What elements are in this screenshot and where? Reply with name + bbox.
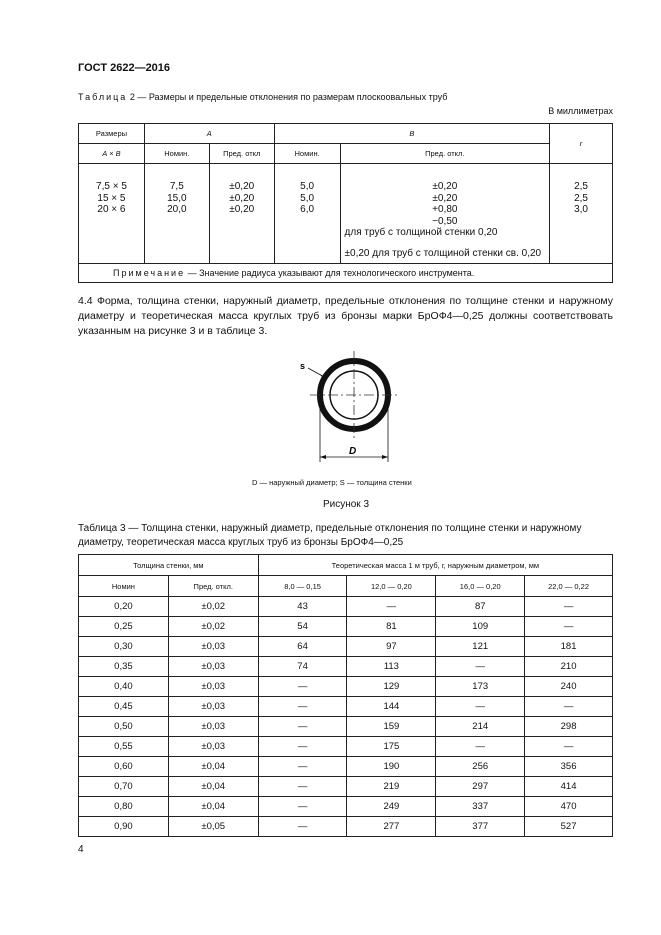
label-s: s (300, 361, 306, 371)
table3-cell: 0,30 (79, 637, 169, 657)
table3-cell: 0,35 (79, 657, 169, 677)
table2-b-deviation: ±0,20 (432, 181, 458, 192)
table3-cell: 0,80 (79, 797, 169, 817)
table2-b-deviation: −0,50 (432, 215, 458, 227)
table3-cell: ±0,04 (168, 777, 258, 797)
table3-cell: ±0,03 (168, 637, 258, 657)
document-header: ГОСТ 2622—2016 (78, 62, 171, 74)
table3-cell: 414 (525, 777, 613, 797)
table3-cell: 277 (347, 817, 436, 837)
table2 (78, 123, 613, 283)
table2-a-deviation: ±0,20 (229, 181, 255, 192)
table3-header-d4: 22,0 — 0,22 (525, 576, 613, 597)
table2-a-deviation: ±0,20 (229, 204, 255, 215)
table3-row (79, 817, 613, 837)
table2-r-cell (550, 164, 613, 264)
table2-note-word: Примечание (113, 268, 186, 278)
table3-cell: 297 (436, 777, 525, 797)
table3-cell: — (525, 737, 613, 757)
table3-cell: 214 (436, 717, 525, 737)
table3-cell: — (258, 757, 347, 777)
table3-cell: — (258, 797, 347, 817)
table3-row (79, 617, 613, 637)
table3-cell: 210 (525, 657, 613, 677)
table3-cell: 249 (347, 797, 436, 817)
table2-header-r: r (550, 124, 613, 164)
table3-cell: — (258, 737, 347, 757)
table3-cell: 0,60 (79, 757, 169, 777)
table2-b-nominal: 5,0 (300, 192, 315, 204)
table3-cell: — (258, 817, 347, 837)
table2-header-b: B (274, 124, 549, 144)
table2-a-nominal: 7,5 (169, 181, 184, 192)
table3-header-wall: Толщина стенки, мм (79, 555, 259, 576)
table3-cell: — (258, 677, 347, 697)
table3-cell: — (525, 597, 613, 617)
table3-cell: 298 (525, 717, 613, 737)
table3-body (79, 597, 613, 837)
table3-cell: ±0,03 (168, 717, 258, 737)
table2-b-nominal: 5,0 (300, 181, 315, 192)
table3-cell: 190 (347, 757, 436, 777)
table2-b-note: ±0,20 для труб с толщиной стенки св. 0,20 (344, 247, 542, 259)
table3-caption-word: Таблица 3 (78, 523, 126, 534)
table3-row (79, 697, 613, 717)
table3-cell: 109 (436, 617, 525, 637)
table3-cell: 0,40 (79, 677, 169, 697)
table2-caption-text: 2 — Размеры и предельные отклонения по размерам плоскоовальных труб (129, 92, 448, 102)
figure3-legend: D — наружный диаметр; S — толщина стенки (252, 478, 412, 487)
table3-cell: 175 (347, 737, 436, 757)
table2-header-a-nominal: Номин. (144, 144, 209, 164)
table2-b-note: для труб с толщиной стенки 0,20 (344, 227, 498, 238)
table2-caption (78, 92, 447, 102)
table3-row (79, 797, 613, 817)
figure3-tube-drawing (290, 340, 410, 470)
table2-note (79, 264, 613, 283)
table3-cell: ±0,02 (168, 597, 258, 617)
table3-cell: 256 (436, 757, 525, 777)
table2-sizes-cell (79, 164, 145, 264)
page-number: 4 (78, 844, 84, 855)
table3-cell: 121 (436, 637, 525, 657)
table2-r-value: 2,5 (574, 181, 588, 192)
table3-row (79, 637, 613, 657)
table2-header-b-deviation: Пред. откл. (340, 144, 550, 164)
table2-header-a: A (144, 124, 274, 144)
table3-cell: 470 (525, 797, 613, 817)
table3-header-d3: 16,0 — 0,20 (436, 576, 525, 597)
table3-cell: — (436, 697, 525, 717)
table3-cell: 0,25 (79, 617, 169, 637)
table3-header-d2: 12,0 — 0,20 (347, 576, 436, 597)
table2-header-b-nominal: Номин. (274, 144, 340, 164)
table3-cell: 113 (347, 657, 436, 677)
table3-cell: 181 (525, 637, 613, 657)
table3-cell: 173 (436, 677, 525, 697)
table3-cell: — (258, 717, 347, 737)
table3-cell: 337 (436, 797, 525, 817)
table2-caption-word: Таблица (78, 92, 128, 102)
table3-row (79, 717, 613, 737)
table3-cell: ±0,03 (168, 737, 258, 757)
table3-cell: 87 (436, 597, 525, 617)
table3-cell: 97 (347, 637, 436, 657)
table3-cell: ±0,04 (168, 757, 258, 777)
table2-b-deviation: ±0,20 (432, 192, 458, 204)
table3-cell: 144 (347, 697, 436, 717)
label-d: D (349, 446, 357, 457)
table3-cell: 54 (258, 617, 347, 637)
table3-row (79, 657, 613, 677)
table3-cell: 0,70 (79, 777, 169, 797)
table3-cell: 356 (525, 757, 613, 777)
table2-units: В миллиметрах (548, 106, 613, 116)
table2-b-nominal: 6,0 (300, 204, 315, 215)
table3-row (79, 777, 613, 797)
table3-cell: 240 (525, 677, 613, 697)
table3-cell: 0,45 (79, 697, 169, 717)
table2-header-sizes: Размеры (79, 124, 145, 144)
table2-a-nominal: 20,0 (167, 204, 187, 215)
table3 (78, 554, 613, 837)
table2-b-deviation: +0,80 (432, 204, 458, 215)
table3-row (79, 757, 613, 777)
table3-cell: 43 (258, 597, 347, 617)
dimension-arrow-right (382, 455, 388, 459)
table2-size: 7,5 × 5 (96, 181, 127, 192)
table3-cell: 377 (436, 817, 525, 837)
table2-a-deviation-cell (209, 164, 274, 264)
table2-a-nominal: 15,0 (167, 192, 187, 204)
table3-row (79, 597, 613, 617)
table3-header-d1: 8,0 — 0,15 (258, 576, 347, 597)
table3-cell: ±0,03 (168, 657, 258, 677)
table3-cell: 527 (525, 817, 613, 837)
table2-a-deviation: ±0,20 (229, 192, 255, 204)
dimension-arrow-left (320, 455, 326, 459)
table3-cell: — (347, 597, 436, 617)
table2-note-text: — Значение радиуса указывают для технологического инструмента. (187, 268, 475, 278)
table3-cell: ±0,05 (168, 817, 258, 837)
table3-cell: 0,55 (79, 737, 169, 757)
table3-cell: — (258, 697, 347, 717)
table2-header-axb: A × B (79, 144, 145, 164)
table2-size: 20 × 6 (97, 204, 126, 215)
table2-b-deviation-cell (340, 164, 550, 264)
table2-size: 15 × 5 (97, 192, 126, 204)
table2-a-nominal-cell (144, 164, 209, 264)
table3-caption-text: — Толщина стенки, наружный диаметр, предельные отклонения по толщине стенки и наружному диаметру, теоретическая масса круглых труб из бронзы БрОФ4—0,25 (78, 523, 582, 548)
table3-cell: — (436, 657, 525, 677)
table3-row (79, 677, 613, 697)
table3-cell: — (525, 697, 613, 717)
table3-cell: 0,90 (79, 817, 169, 837)
table3-cell: 81 (347, 617, 436, 637)
table3-cell: 0,20 (79, 597, 169, 617)
table3-cell: ±0,04 (168, 797, 258, 817)
table2-r-value: 2,5 (574, 192, 588, 204)
table2-r-value: 3,0 (574, 204, 588, 215)
table3-cell: 159 (347, 717, 436, 737)
table3-caption (78, 522, 613, 550)
table3-cell: 129 (347, 677, 436, 697)
table3-cell: — (436, 737, 525, 757)
table3-header-mass: Теоретическая масса 1 м труб, г, наружным диаметром, мм (258, 555, 612, 576)
table2-header-a-deviation: Пред. откл (209, 144, 274, 164)
table3-cell: 64 (258, 637, 347, 657)
table3-cell: ±0,02 (168, 617, 258, 637)
table3-cell: 74 (258, 657, 347, 677)
table3-cell: — (258, 777, 347, 797)
table3-cell: 0,50 (79, 717, 169, 737)
table3-row (79, 737, 613, 757)
section-4-4-paragraph: 4.4 Форма, толщина стенки, наружный диаметр, предельные отклонения по толщине стенки и наружному диаметру и теоретическая масса круглых труб из бронзы марки БрОФ4—0,25 должны соответствовать указанным на рисунке 3 и в таблице 3. (78, 295, 613, 337)
figure3-caption: Рисунок 3 (322, 499, 370, 510)
table3-header-nominal: Номин (79, 576, 169, 597)
table3-cell: — (525, 617, 613, 637)
table3-cell: ±0,03 (168, 677, 258, 697)
table2-b-nominal-cell (274, 164, 340, 264)
table3-header-deviation: Пред. откл. (168, 576, 258, 597)
table3-cell: 219 (347, 777, 436, 797)
table3-cell: ±0,03 (168, 697, 258, 717)
